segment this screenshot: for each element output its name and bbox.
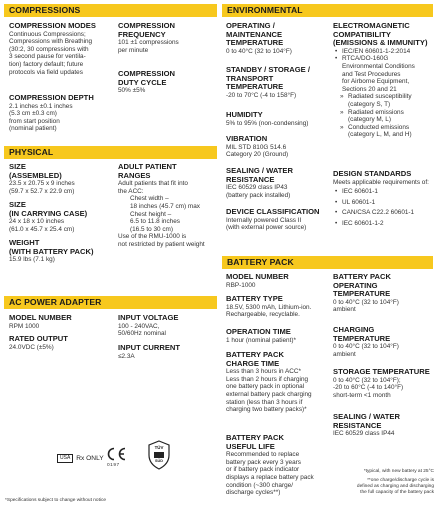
battery-op-temp-line: 0 to 40°C (32 to 104°F)	[333, 298, 399, 306]
ac-input-current	[118, 344, 218, 360]
operating-temp-heading: MAINTENANCE	[226, 29, 283, 39]
battery-useful-life	[226, 434, 330, 497]
charge-time-line: station (less than 3 hours if	[226, 398, 303, 406]
vibration-line: Category 20 (Ground)	[226, 151, 289, 159]
emc-bullet-line: Environmental Conditions	[342, 62, 415, 70]
adult-note-line: Use of the RMU-1000 is	[118, 233, 187, 241]
rated-output-line: 24.0VDC (±5%)	[9, 343, 54, 351]
charge-time-line: Less than 2 hours if charging	[226, 375, 309, 383]
battery-sealing-line: IEC 60529 class IP44	[333, 430, 395, 438]
compression-modes-line: Compressions with Breathing	[9, 38, 93, 46]
useful-life-line: battery pack every 3 years	[226, 458, 301, 466]
battery-pack-header: BATTERY PACK	[222, 256, 433, 269]
emc-subitem-line: (category M, L)	[348, 116, 391, 124]
weight-line: 15.9 lbs (7.1 kg)	[9, 256, 55, 264]
battery-footnotes	[333, 469, 434, 496]
battery-model-line: RBP-1000	[226, 281, 256, 289]
weight-heading: (WITH BATTERY PACK)	[9, 246, 94, 256]
charge-time-line: Less than 3 hours in ACC*	[226, 368, 301, 376]
ac-rated-output	[9, 335, 117, 351]
charge-time-line: one battery pack in optional	[226, 383, 305, 391]
humidity-heading: HUMIDITY	[226, 110, 263, 119]
useful-life-heading: USEFUL LIFE	[226, 441, 275, 451]
weight	[9, 239, 117, 264]
storage-temp-heading: TRANSPORT	[226, 73, 274, 83]
battery-storage-heading: STORAGE TEMPERATURE	[333, 367, 430, 376]
useful-life-heading: BATTERY PACK	[226, 433, 284, 442]
operating-temp-heading: TEMPERATURE	[226, 38, 284, 48]
emc-bullet: • RTCA/DO-160G	[333, 55, 434, 63]
useful-life-line: discharge cycles**)	[226, 489, 281, 497]
emc-heading: (EMISSIONS & IMMUNITY)	[333, 38, 428, 48]
ce-number: 0197	[107, 463, 120, 468]
useful-life-line: or if battery pack indicator	[226, 466, 300, 474]
ce-mark-icon	[105, 446, 127, 462]
charging-temp-heading: CHARGING	[333, 325, 375, 334]
adult-ranges-heading: ADULT PATIENT	[118, 162, 177, 171]
size-case-heading: SIZE	[9, 200, 26, 209]
charging-temp-line: ambient	[333, 350, 356, 358]
design-standard-item: • IEC 60601-1-2	[333, 220, 434, 228]
footnote-line: defined as charging and discharging	[356, 484, 434, 489]
battery-charge-time	[226, 351, 330, 414]
emc-subitem: » Conducted emissions	[339, 124, 434, 132]
compression-duty-cycle	[118, 70, 218, 95]
sealing-heading: SEALING / WATER	[226, 166, 293, 175]
electromagnetic-compatibility	[333, 22, 434, 139]
humidity-line: 5% to 95% (non-condensing)	[226, 119, 309, 127]
battery-sealing-heading: RESISTANCE	[333, 420, 382, 430]
compression-depth-line: (nominal patient)	[9, 125, 57, 133]
sud-text: SÜD	[154, 459, 164, 463]
device-class-line: Internally powered Class II	[226, 216, 302, 224]
adult-ranges-line: Adult patients that fit into	[118, 180, 188, 188]
battery-sealing	[333, 413, 434, 438]
adult-ranges-line: the ACC:	[118, 187, 144, 195]
design-standards	[333, 170, 434, 228]
humidity	[226, 111, 330, 127]
footnote-line: **one charge/discharge cycle is	[367, 478, 434, 483]
vibration-line: MIL STD 810G 514.6	[226, 143, 287, 151]
compression-depth-heading: COMPRESSION DEPTH	[9, 93, 94, 102]
battery-operating-temperature	[333, 273, 434, 314]
sealing-heading: RESISTANCE	[226, 174, 275, 184]
battery-model-number	[226, 273, 330, 289]
operating-temp-line: 0 to 40°C (32 to 104°F)	[226, 47, 292, 55]
chest-width-line: Chest width –	[130, 195, 169, 203]
device-class-heading: DEVICE CLASSIFICATION	[226, 207, 320, 216]
environmental-header: ENVIRONMENTAL	[222, 4, 433, 17]
compression-frequency-heading: FREQUENCY	[118, 29, 166, 39]
adult-ranges-heading: RANGES	[118, 170, 151, 180]
specs-footnote: *Specifications subject to change without notice	[5, 498, 107, 503]
device-classification	[226, 208, 330, 232]
size-assembled-line: 23.5 x 20.75 x 9 inches	[9, 180, 75, 188]
footnote-line: *typical, with new battery at 25°C	[363, 469, 434, 474]
ac-input-voltage	[118, 314, 218, 338]
emc-bullet-line: for Airborne Equipment,	[342, 78, 410, 86]
chest-height-line: (16.5 to 30 cm)	[130, 225, 173, 233]
emc-bullet: • IEC/EN 60601-1-2:2014	[333, 48, 434, 56]
charging-temp-line: 0 to 40°C (32 to 104°F)	[333, 343, 399, 351]
compression-depth-line: from start position	[9, 117, 60, 125]
chest-width-line: 18 inches (45.7 cm) max	[130, 202, 200, 210]
storage-temperature	[226, 66, 330, 99]
footnote-line: the full capacity of the battery pack	[360, 490, 434, 495]
sealing-water-resistance	[226, 167, 330, 199]
battery-op-temp-heading: TEMPERATURE	[333, 289, 391, 299]
adult-note-line: not restricted by patient weight	[118, 240, 205, 248]
tuv-text: TÜV	[154, 445, 164, 450]
battery-type	[226, 295, 330, 319]
compression-frequency-line: 101 ±1 compressions	[118, 39, 179, 47]
compression-modes-line: tion) factory default; future	[9, 60, 84, 68]
design-standard-item: • UL 60601-1	[333, 199, 434, 207]
size-assembled-heading: SIZE	[9, 162, 26, 171]
usa-mark: USA	[57, 454, 73, 463]
operation-time-heading: OPERATION TIME	[226, 327, 291, 336]
compression-frequency	[118, 22, 218, 54]
size-case-line: 24 x 18 x 10 inches	[9, 218, 65, 226]
charging-temp-heading: TEMPERATURE	[333, 333, 391, 343]
design-standards-intro: Meets applicable requirements of:	[333, 178, 429, 186]
compression-modes-line: protocols via field updates	[9, 68, 83, 76]
size-assembled-line: (59.7 x 52.7 x 22.9 cm)	[9, 187, 75, 195]
device-class-line: (with external power source)	[226, 224, 307, 232]
compressions-header: COMPRESSIONS	[4, 4, 217, 17]
compression-depth-line: 2.1 inches ±0.1 inches	[9, 102, 73, 110]
battery-type-line: 18.5V, 5300 mAh, Lithium-ion.	[226, 303, 312, 311]
weight-heading: WEIGHT	[9, 238, 40, 247]
useful-life-line: condition (~300 charge/	[226, 481, 293, 489]
design-standards-heading: DESIGN STANDARDS	[333, 169, 412, 178]
duty-cycle-heading: DUTY CYCLE	[118, 77, 167, 87]
rx-only-text: Rx ONLY	[76, 455, 104, 462]
input-voltage-heading: INPUT VOLTAGE	[118, 313, 179, 322]
input-voltage-line: 100 - 240VAC,	[118, 322, 160, 330]
size-case-line: (61.0 x 45.7 x 25.4 cm)	[9, 225, 75, 233]
physical-header: PHYSICAL	[4, 146, 217, 159]
compression-frequency-line: per minute	[118, 46, 149, 54]
battery-storage-temperature	[333, 368, 434, 399]
battery-op-temp-heading: OPERATING	[333, 280, 378, 290]
storage-temp-heading: STANDBY / STORAGE /	[226, 65, 310, 74]
charging-temperature	[333, 326, 434, 358]
operating-temp-heading: OPERATING /	[226, 21, 275, 30]
emc-subitem-line: (category S, T)	[348, 100, 391, 108]
battery-type-line: Rechargeable, recyclable.	[226, 311, 300, 319]
battery-storage-line: short-term <1 month	[333, 391, 391, 399]
compression-modes	[9, 22, 117, 76]
useful-life-line: Recommended to replace	[226, 451, 300, 459]
emc-bullet-line: Sections 20 and 21	[342, 85, 397, 93]
battery-type-heading: BATTERY TYPE	[226, 294, 283, 303]
design-standard-item: • IEC 60601-1	[333, 188, 434, 196]
input-voltage-line: 50/60Hz nominal	[118, 330, 166, 338]
compression-frequency-heading: COMPRESSION	[118, 21, 175, 30]
adult-patient-ranges	[118, 163, 218, 249]
charge-time-heading: CHARGE TIME	[226, 358, 280, 368]
input-current-heading: INPUT CURRENT	[118, 343, 181, 352]
storage-temp-heading: TEMPERATURE	[226, 82, 284, 92]
ac-model-number	[9, 314, 117, 330]
ac-model-heading: MODEL NUMBER	[9, 313, 72, 322]
emc-subitem: » Radiated susceptibility	[339, 93, 434, 101]
sealing-line: (battery pack installed)	[226, 191, 291, 199]
vibration-heading: VIBRATION	[226, 134, 268, 143]
duty-cycle-line: 50% ±5%	[118, 87, 146, 95]
input-current-line: ≤2.3A	[118, 352, 135, 360]
compression-depth	[9, 94, 117, 133]
compression-modes-line: 3 second pause for ventila-	[9, 53, 86, 61]
useful-life-line: displays a replace battery pack	[226, 473, 314, 481]
emc-heading: ELECTROMAGNETIC	[333, 21, 410, 30]
battery-storage-line: -20 to 60°C (-4 to 140°F)	[333, 384, 404, 392]
compression-depth-line: (5.3 cm ±0.3 cm)	[9, 110, 57, 118]
battery-sealing-heading: SEALING / WATER	[333, 412, 400, 421]
chest-height-line: Chest height –	[130, 210, 172, 218]
operation-time-line: 1 hour (nominal patient)*	[226, 336, 296, 344]
emc-heading: COMPATIBILITY	[333, 29, 391, 39]
storage-temp-line: -20 to 70°C (-4 to 158°F)	[226, 91, 297, 99]
design-standard-item: • CAN/CSA C22.2 60601-1	[333, 209, 434, 217]
compression-modes-heading: COMPRESSION MODES	[9, 21, 96, 30]
emc-subitem-line: (category L, M, and H)	[348, 131, 412, 139]
charge-time-heading: BATTERY PACK	[226, 350, 284, 359]
compression-modes-line: (30:2, 30 compressions with	[9, 45, 89, 53]
compression-modes-line: Continuous Compressions;	[9, 30, 86, 38]
ac-power-adapter-header: AC POWER ADAPTER	[4, 296, 217, 309]
vibration	[226, 135, 330, 159]
battery-op-temp-line: ambient	[333, 306, 356, 314]
size-carrying-case	[9, 201, 117, 233]
battery-op-temp-heading: BATTERY PACK	[333, 272, 391, 281]
chest-height-line: 6.5 to 11.8 inches	[130, 218, 180, 226]
rated-output-heading: RATED OUTPUT	[9, 334, 68, 343]
size-assembled-heading: (ASSEMBLED)	[9, 170, 62, 180]
battery-model-heading: MODEL NUMBER	[226, 272, 289, 281]
battery-storage-line: 0 to 40°C (32 to 104°F);	[333, 376, 401, 384]
emc-bullet-line: and Test Procedures	[342, 70, 401, 78]
charge-time-line: external battery pack charging	[226, 390, 312, 398]
sealing-line: IEC 60529 class IP43	[226, 184, 288, 192]
rx-only-mark	[57, 454, 104, 463]
size-case-heading: (IN CARRYING CASE)	[9, 208, 88, 218]
operating-temperature	[226, 22, 330, 55]
duty-cycle-heading: COMPRESSION	[118, 69, 175, 78]
ac-model-line: RPM 1000	[9, 322, 40, 330]
charge-time-line: charging two battery packs)*	[226, 406, 307, 414]
emc-subitem: » Radiated emissions	[339, 109, 434, 117]
size-assembled	[9, 163, 117, 195]
operation-time	[226, 328, 330, 344]
